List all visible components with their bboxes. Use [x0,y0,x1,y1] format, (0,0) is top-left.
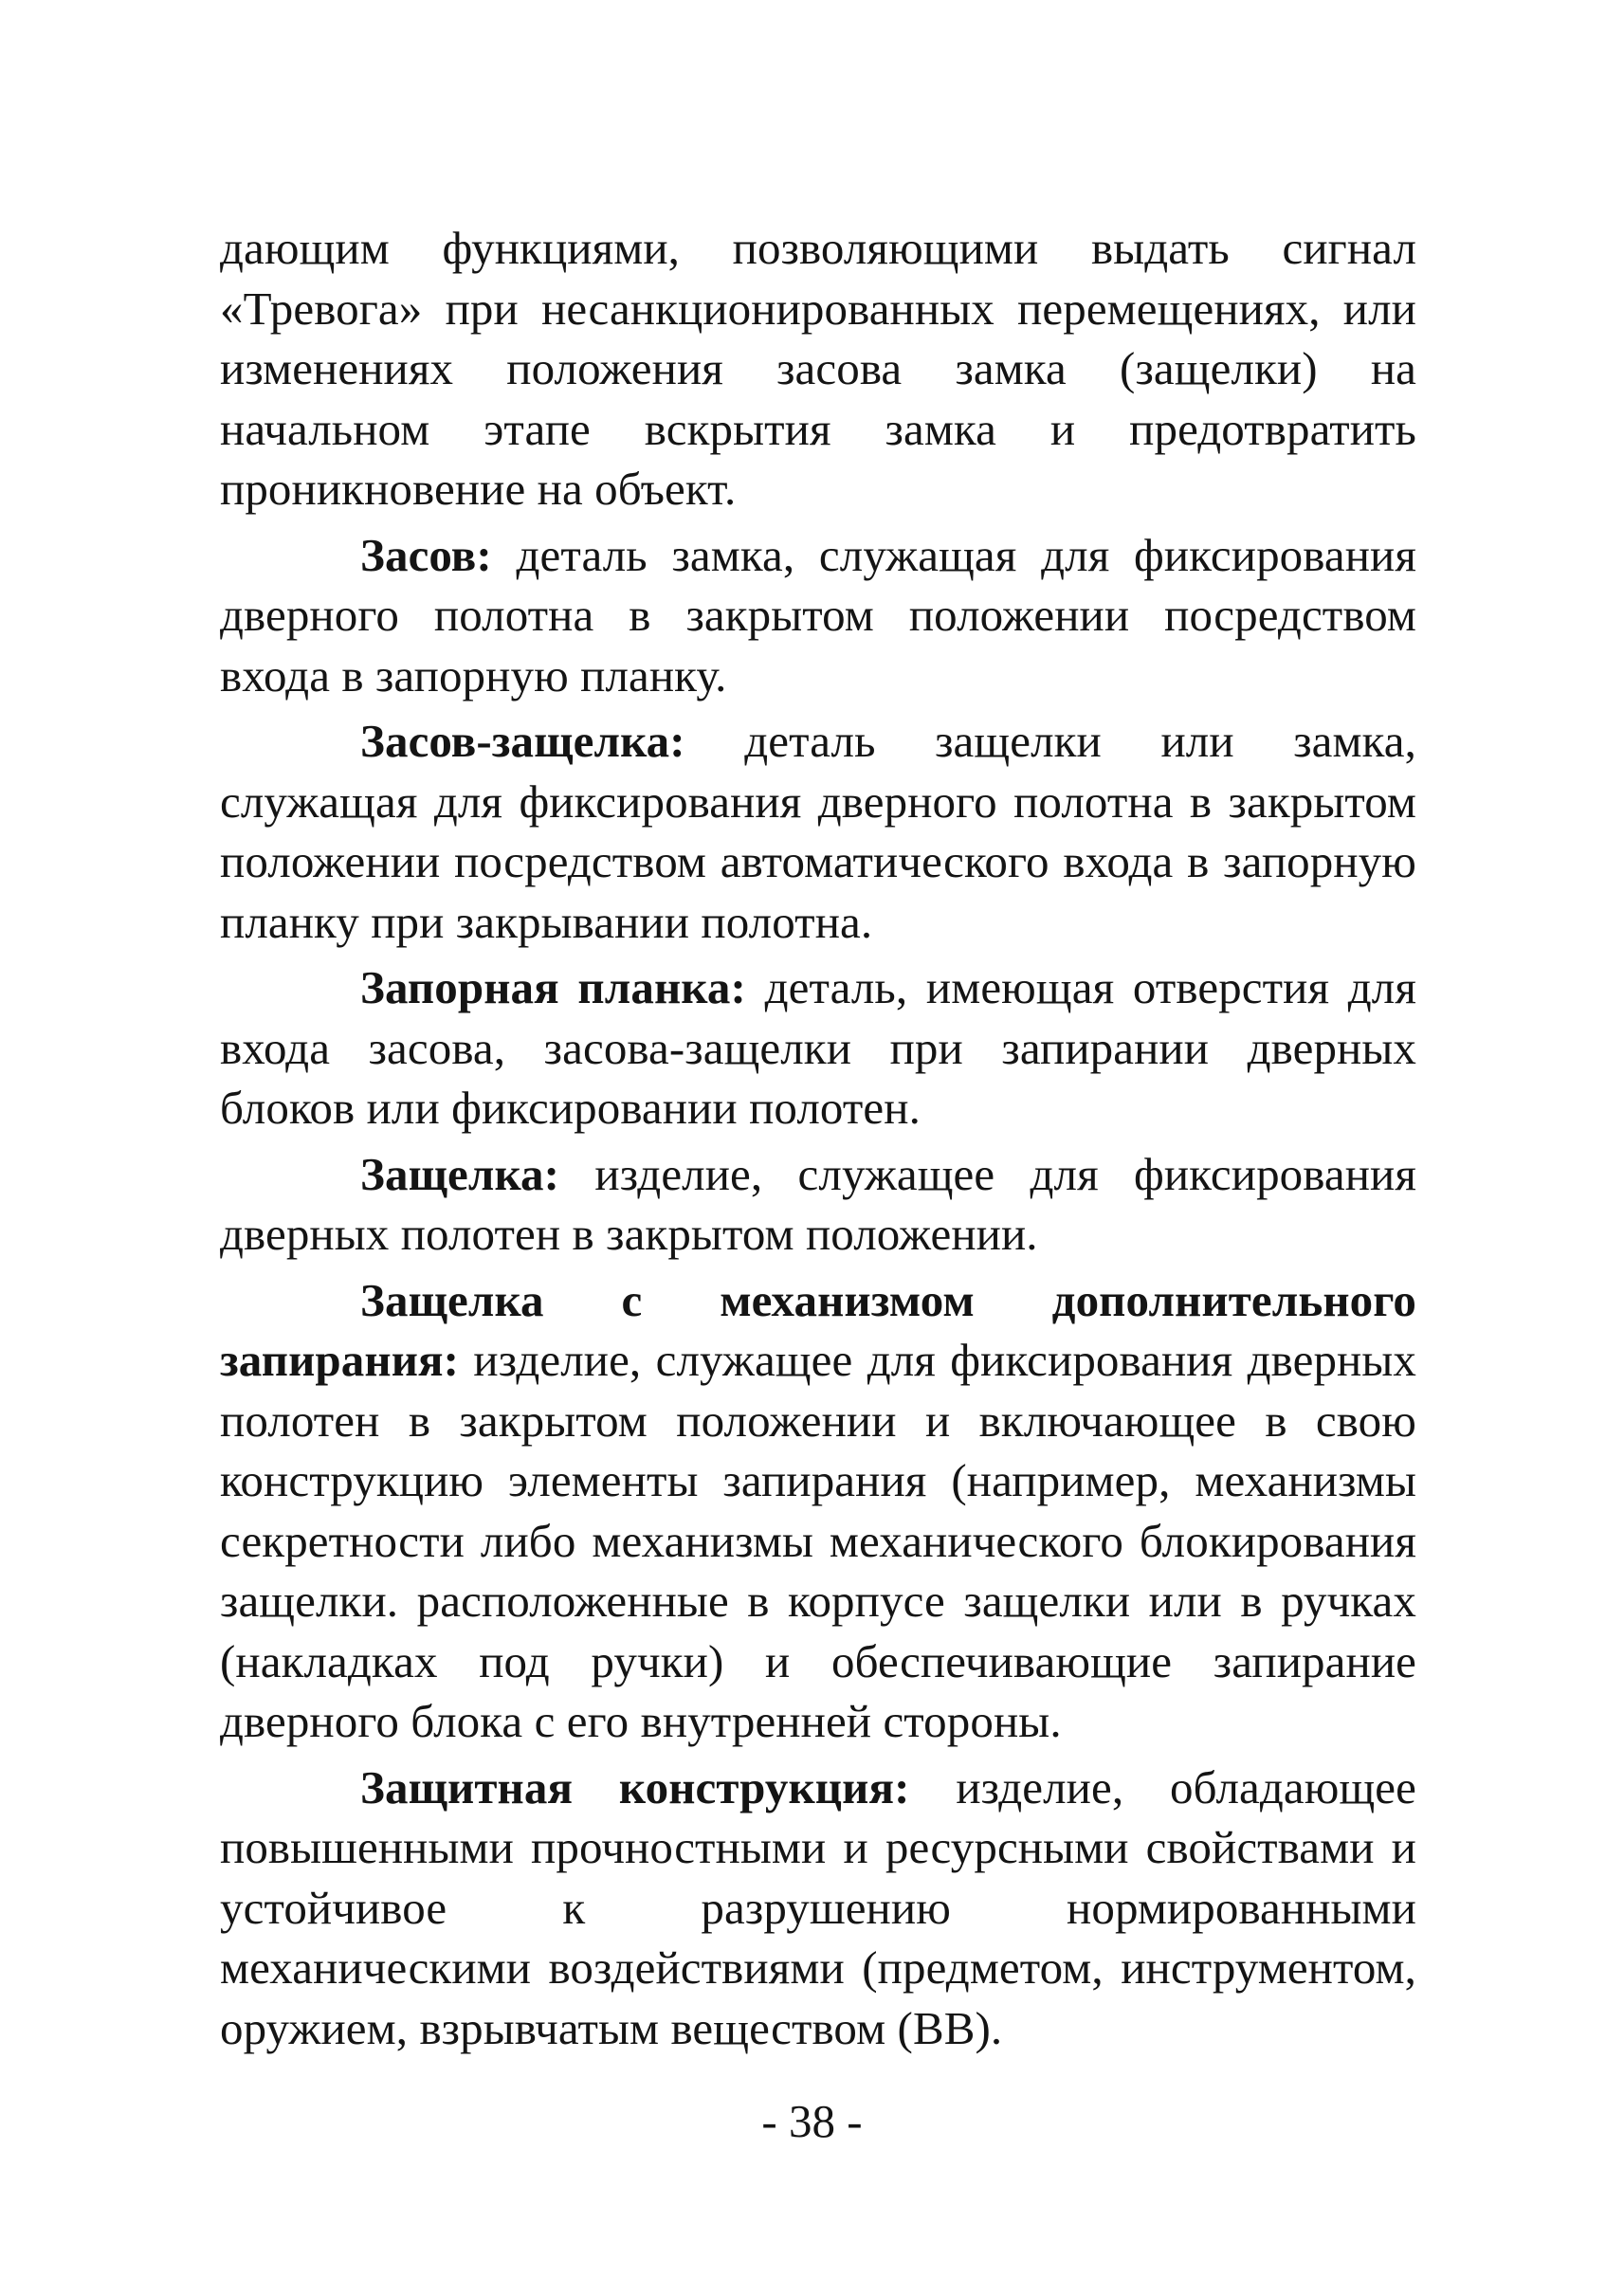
term-zashchitnaya-konstruktsiya: Защитная конструкция: [360,1760,910,1813]
term-zapornaya-planka: Запорная планка: [360,961,746,1013]
definition-zashchelka-mekhanizm: изделие, служащее для фиксирования дверных полотен в закрытом положении и включающее в свою конструкцию элементы запирания (например, механизмы секретности либо механизмы механического блокирования защелки. расположенные в корпусе защелки или в ручках (накладках под ручки) и обеспечивающие запирание дверного блока с его внутренней стороны. [220,1334,1416,1747]
intro-paragraph: дающим функциями, позволяющими выдать сигнал «Тревога» при несанкционированных перемещениях, или изменениях положения засова замка (защелки) на начальном этапе вскрытия замка и предотвратить проникновение на объект. [220,222,1416,515]
term-zasov: Засов: [360,528,492,581]
definition-zasov-zashchelka: деталь защелки или замка, служащая для фиксирования дверного полотна в закрытом положении посредством автоматического входа в запорную планку при закрывании полотна. [220,715,1416,948]
definition-zapornaya-planka: деталь, имеющая отверстия для входа засова, засова-защелки при запирании дверных блоков или фиксировании полотен. [220,961,1416,1134]
entry-zapornaya-planka [220,957,1416,1139]
page-number: - 38 - [761,2095,863,2147]
entry-zashchelka-mekhanizm [220,1270,1416,1752]
entry-zasov-zashchelka [220,711,1416,952]
entry-zashchelka [220,1144,1416,1265]
entry-zashchitnaya-konstruktsiya [220,1758,1416,2059]
term-zashchelka-mekhanizm: Защелка с механизмом дополнительного запирания: [220,1273,1416,1386]
entry-zasov [220,525,1416,706]
term-zashchelka: Защелка: [360,1147,560,1200]
definition-zashchelka: изделие, служащее для фиксирования дверных полотен в закрытом положении. [220,1147,1416,1260]
term-zasov-zashchelka: Засов-защелка: [360,715,685,767]
definition-zasov: деталь замка, служащая для фиксирования дверного полотна в закрытом положении посредством входа в запорную планку. [220,528,1416,702]
definition-zashchitnaya-konstruktsiya: изделие, обладающее повышенными прочностными и ресурсными свойствами и устойчивое к разрушению нормированными механическими воздействиями (предметом, инструментом, оружием, взрывчатым веществом (ВВ). [220,1760,1416,2054]
page-body [220,218,1416,2058]
